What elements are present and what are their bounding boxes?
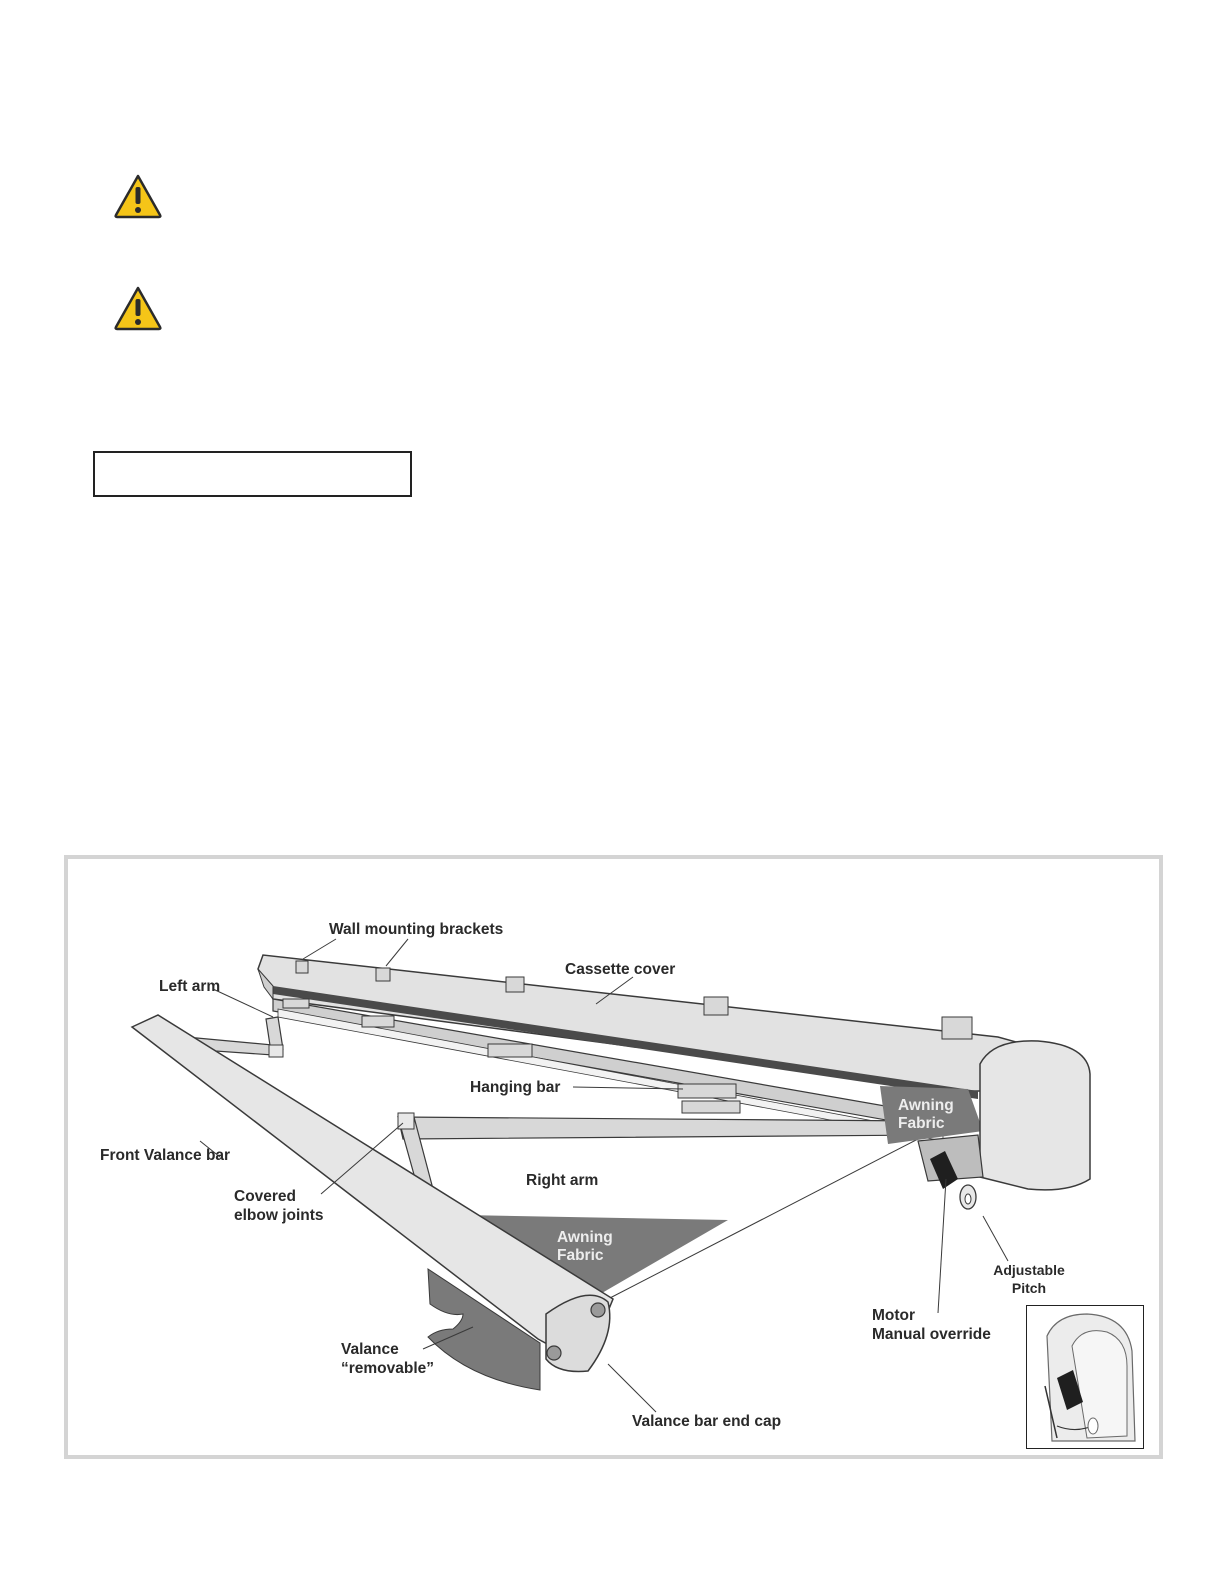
label-adjustable-pitch [986,1261,1072,1297]
label-hanging-bar: Hanging bar [470,1079,561,1096]
awning-parts-diagram [64,855,1163,1459]
label-covered-elbow-line2: elbow joints [234,1207,324,1224]
label-motor-line1: Motor [872,1307,916,1324]
label-adjustable-pitch-line2: Pitch [1011,1280,1047,1296]
warning-triangle-icon [113,285,163,331]
label-awning-fabric-top [898,1097,954,1133]
label-covered-elbow-line1: Covered [234,1188,297,1205]
wall-bracket [942,1017,972,1039]
inset-end-housing-detail [1026,1305,1144,1449]
awning-illustration [68,859,1159,1455]
label-motor-manual-override [872,1306,991,1344]
label-right-arm: Right arm [526,1172,599,1189]
label-awning-fabric-bottom-line2: Fabric [557,1247,604,1264]
inset-illustration [1027,1306,1142,1447]
label-awning-fabric-top-line2: Fabric [898,1115,945,1132]
wall-bracket [296,961,308,973]
label-valance-line2: “removable” [341,1360,435,1377]
label-awning-fabric-bottom [557,1229,617,1265]
label-adjustable-pitch-line1: Adjustable [993,1262,1065,1278]
wall-bracket [376,968,390,981]
label-motor-line2: Manual override [872,1326,991,1343]
cassette-end-housing [980,1041,1090,1190]
label-cassette-cover: Cassette cover [565,961,676,978]
wall-bracket [704,997,728,1015]
label-valance-line1: Valance [341,1341,399,1358]
front-valance-bar [132,1015,613,1365]
label-covered-elbow-joints [234,1187,324,1225]
label-awning-fabric-bottom-line1: Awning [557,1229,613,1246]
label-wall-mounting-brackets: Wall mounting brackets [329,921,504,938]
empty-text-box [93,451,412,497]
label-valance-bar-end-cap: Valance bar end cap [632,1413,782,1430]
warning-triangle-icon [113,173,163,219]
right-arm [398,1117,928,1139]
label-front-valance-bar: Front Valance bar [100,1147,231,1164]
wall-bracket [506,977,524,992]
label-left-arm: Left arm [159,978,221,995]
label-valance-removable [341,1340,434,1378]
label-awning-fabric-top-line1: Awning [898,1097,954,1114]
